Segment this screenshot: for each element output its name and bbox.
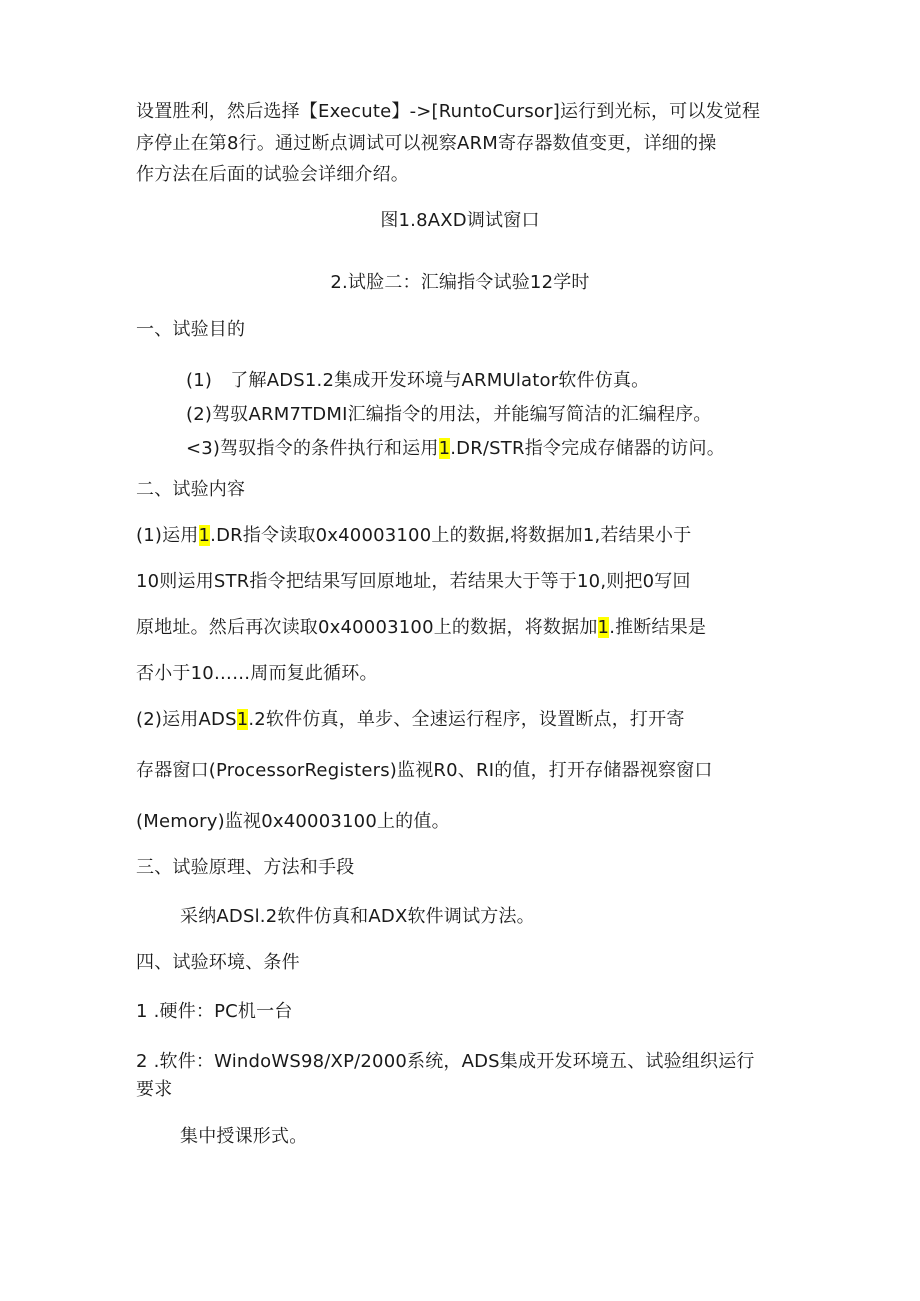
content-p1-line-1-text-b: .DR指令读取0x40003100上的数据,将数据加1,若结果小于 xyxy=(210,525,692,546)
objective-item-3-text-a: <3)驾驭指令的条件执行和运用 xyxy=(186,438,439,459)
section-3-body: 采纳ADSl.2软件仿真和ADX软件调试方法。 xyxy=(180,906,535,927)
content-p1-line-3 xyxy=(136,615,706,641)
objective-item-2: (2)驾驭ARM7TDMI汇编指令的用法，并能编写简洁的汇编程序。 xyxy=(186,404,712,425)
section-2-heading: 二、试验内容 xyxy=(136,479,246,500)
section-1-heading: 一、试验目的 xyxy=(136,319,246,340)
objective-item-3 xyxy=(186,436,725,462)
content-p2-line-1 xyxy=(136,707,685,733)
section-5-body: 集中授课形式。 xyxy=(180,1126,308,1147)
objective-item-1: (1) 了解ADS1.2集成开发环境与ARMUlator软件仿真。 xyxy=(186,370,650,391)
environment-item-2-line-1: 2 .软件：WindoWS98/XP/2000系统，ADS集成开发环境五、试验组织运行 xyxy=(136,1051,755,1072)
content-p2-line-1-text-a: (2)运用ADS xyxy=(136,709,237,730)
content-p2-line-1-text-b: .2软件仿真，单步、全速运行程序，设置断点，打开寄 xyxy=(248,709,685,730)
highlighted-text: 1 xyxy=(198,525,211,546)
content-p1-line-1 xyxy=(136,523,691,549)
content-p1-line-2: 10则运用STR指令把结果写回原地址，若结果大于等于10,则把0写回 xyxy=(136,571,691,592)
content-p2-line-3: (Memory)监视0x40003100上的值。 xyxy=(136,811,450,832)
figure-caption: 图1.8AXD调试窗口 xyxy=(380,210,540,231)
environment-item-1: 1 .硬件：PC机一台 xyxy=(136,1001,293,1022)
intro-line-2: 序停止在第8行。通过断点调试可以视察ARM寄存器数值变更，详细的操 xyxy=(136,133,717,154)
content-p1-line-3-text-b: .推断结果是 xyxy=(609,617,707,638)
highlighted-text: 1 xyxy=(597,617,610,638)
highlighted-text: 1 xyxy=(438,438,451,459)
section-4-heading: 四、试验环境、条件 xyxy=(136,952,300,973)
content-p1-line-1-text-a: (1)运用 xyxy=(136,525,199,546)
section-3-heading: 三、试验原理、方法和手段 xyxy=(136,857,355,878)
highlighted-text: 1 xyxy=(236,709,249,730)
content-p2-line-2: 存器窗口(ProcessorRegisters)监视R0、RI的值，打开存储器视察窗口 xyxy=(136,760,713,781)
content-p1-line-3-text-a: 原地址。然后再次读取0x40003100上的数据，将数据加 xyxy=(136,617,598,638)
content-p1-line-4: 否小于10……周而复此循环。 xyxy=(136,663,378,684)
intro-line-1: 设置胜利，然后选择【Execute】->[RuntoCursor]运行到光标，可以发觉程 xyxy=(136,101,761,122)
experiment-title: 2.试脸二：汇编指令试验12学时 xyxy=(330,272,590,293)
objective-item-3-text-b: .DR/STR指令完成存储器的访问。 xyxy=(450,438,725,459)
environment-item-2-line-2: 要求 xyxy=(136,1079,173,1100)
intro-line-3: 作方法在后面的试验会详细介绍。 xyxy=(136,164,409,185)
